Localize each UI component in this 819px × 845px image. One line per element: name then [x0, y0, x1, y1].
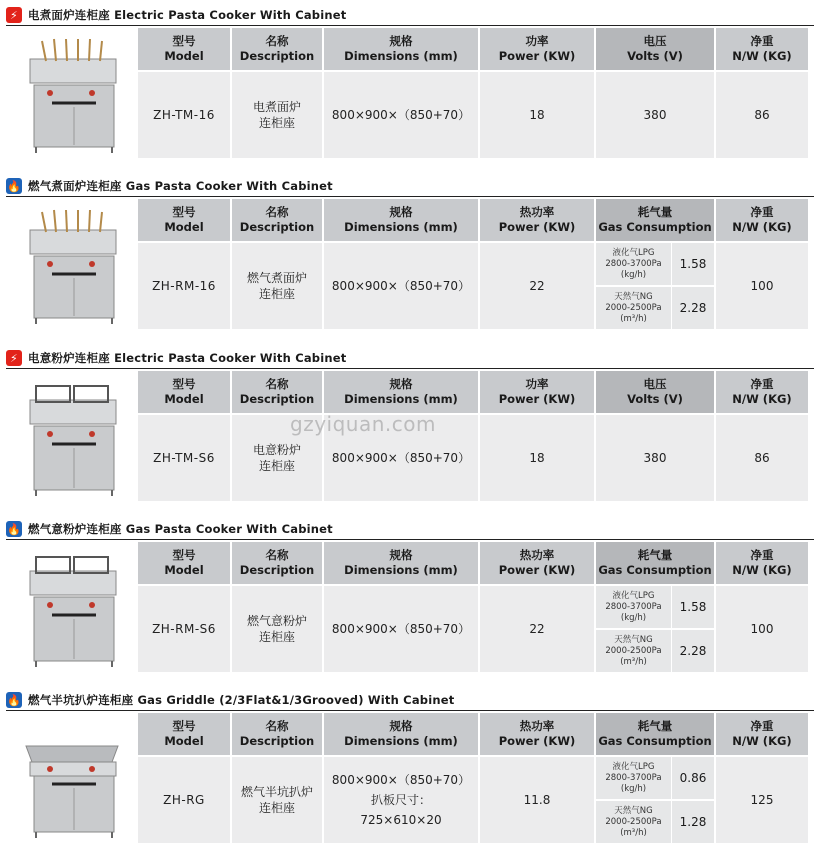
flame-icon: 🔥 [7, 179, 21, 193]
header-en: Model [164, 392, 204, 406]
header-cn: 型号 [172, 34, 196, 48]
cell-power: 18 [480, 415, 594, 501]
cell-dimensions: 800×900×（850+70） [324, 243, 478, 329]
header-cn: 名称 [265, 205, 289, 219]
header-en: Volts (V) [627, 49, 683, 63]
gas-label-line: 2800-3700Pa [605, 772, 662, 783]
header-model [138, 28, 230, 70]
product-photo [6, 371, 138, 501]
header-en: N/W (KG) [732, 49, 792, 63]
dim-line: 扒板尺寸： [370, 793, 431, 807]
gas-ng-label [596, 630, 672, 672]
gas-label-line: (m³/h) [620, 313, 647, 324]
section-title [6, 349, 346, 367]
header-description [232, 542, 322, 584]
cell-dimensions: 800×900×（850+70） [324, 586, 478, 672]
gas-lpg-row [596, 757, 714, 799]
product-photo [6, 28, 138, 158]
title-rule [6, 539, 814, 540]
header-model [138, 371, 230, 413]
header-power [480, 371, 594, 413]
cell-model: ZH-RM-16 [138, 243, 230, 329]
watermark: gzyiquan.com [290, 412, 436, 436]
header-cn: 耗气量 [637, 719, 673, 733]
gas-lpg-label [596, 586, 672, 628]
cell-power: 11.8 [480, 757, 594, 843]
cell-dimensions: 800×900×（850+70） [324, 415, 478, 501]
header-en: Model [164, 563, 204, 577]
title-rule [6, 368, 814, 369]
header-en: Power (KW) [498, 392, 576, 406]
gas-label-line: (kg/h) [620, 783, 647, 794]
section-title-text: 电煮面炉连柜座 Electric Pasta Cooker With Cabinet [28, 8, 347, 22]
lightning-icon: ⚡ [6, 350, 22, 366]
gas-label-line: (kg/h) [620, 269, 647, 280]
spec-table [138, 713, 808, 843]
header-cn: 名称 [265, 548, 289, 562]
cell-volts: 380 [596, 415, 714, 501]
header-cn: 型号 [172, 548, 196, 562]
header-en: Power (KW) [498, 734, 576, 748]
cell-description [232, 72, 322, 158]
section-title [6, 691, 454, 709]
header-power [480, 713, 594, 755]
cell-weight: 100 [716, 243, 808, 329]
gas-label-line: 2800-3700Pa [605, 601, 662, 612]
header-en: Dimensions (mm) [344, 49, 458, 63]
gas-ng-value: 1.28 [679, 815, 707, 829]
header-power [480, 28, 594, 70]
header-cn: 热功率 [519, 719, 555, 733]
gas-label-line: (m³/h) [620, 656, 647, 667]
section-title-text: 燃气意粉炉连柜座 Gas Pasta Cooker With Cabinet [28, 522, 333, 536]
header-cn: 名称 [265, 34, 289, 48]
gas-label-line: 天然气NG [614, 634, 653, 645]
header-en: Gas Consumption [598, 220, 712, 234]
header-cn: 电压 [643, 34, 667, 48]
header-en: N/W (KG) [732, 220, 792, 234]
cell-dimensions [324, 757, 478, 843]
gas-ng-label [596, 287, 672, 329]
desc-line: 连柜座 [258, 287, 295, 301]
gas-label-line: 液化气LPG [612, 247, 655, 258]
header-en: Power (KW) [498, 49, 576, 63]
header-description [232, 199, 322, 241]
header-cn: 热功率 [519, 548, 555, 562]
gas-label-line: 液化气LPG [612, 761, 655, 772]
section-title [6, 520, 333, 538]
spec-table [138, 371, 808, 501]
header-gas-consumption [596, 199, 714, 241]
header-model [138, 542, 230, 584]
gas-lpg-label [596, 757, 672, 799]
header-model [138, 713, 230, 755]
gas-label-line: (m³/h) [620, 827, 647, 838]
section-title-text: 燃气煮面炉连柜座 Gas Pasta Cooker With Cabinet [28, 179, 333, 193]
header-cn: 净重 [750, 377, 774, 391]
header-en: N/W (KG) [732, 563, 792, 577]
gas-ng-value: 2.28 [679, 644, 707, 658]
header-en: Gas Consumption [598, 563, 712, 577]
cell-weight: 125 [716, 757, 808, 843]
dim-line: 800×900×（850+70） [331, 773, 471, 787]
header-power [480, 199, 594, 241]
header-cn: 名称 [265, 719, 289, 733]
header-en: Description [239, 392, 315, 406]
header-dimensions [324, 28, 478, 70]
header-en: Model [164, 220, 204, 234]
gas-lpg-label [596, 243, 672, 285]
header-en: Model [164, 734, 204, 748]
header-en: Dimensions (mm) [344, 563, 458, 577]
header-cn: 净重 [750, 548, 774, 562]
section-title-text: 电意粉炉连柜座 Electric Pasta Cooker With Cabinet [28, 351, 347, 365]
header-en: Volts (V) [627, 392, 683, 406]
header-weight [716, 199, 808, 241]
header-cn: 规格 [389, 548, 413, 562]
header-dimensions [324, 199, 478, 241]
header-en: Description [239, 49, 315, 63]
gas-ng-row [596, 630, 714, 672]
gas-label-line: 2800-3700Pa [605, 258, 662, 269]
flame-icon: 🔥 [7, 693, 21, 707]
lightning-icon: ⚡ [6, 7, 22, 23]
cell-power: 22 [480, 586, 594, 672]
gas-label-line: 2000-2500Pa [605, 645, 662, 656]
gas-ng-label [596, 801, 672, 843]
cell-model: ZH-TM-S6 [138, 415, 230, 501]
gas-lpg-row [596, 586, 714, 628]
gas-label-line: 2000-2500Pa [605, 302, 662, 313]
header-en: Description [239, 563, 315, 577]
cell-weight: 100 [716, 586, 808, 672]
header-cn: 净重 [750, 719, 774, 733]
header-cn: 规格 [389, 377, 413, 391]
cell-model: ZH-RG [138, 757, 230, 843]
header-gas-consumption [596, 713, 714, 755]
section-title [6, 6, 346, 24]
header-cn: 规格 [389, 205, 413, 219]
cell-power: 22 [480, 243, 594, 329]
header-description [232, 28, 322, 70]
cell-power: 18 [480, 72, 594, 158]
header-cn: 功率 [525, 377, 549, 391]
desc-line: 燃气意粉炉 [246, 614, 307, 628]
header-cn: 净重 [750, 205, 774, 219]
gas-ng-row [596, 287, 714, 329]
header-en: N/W (KG) [732, 734, 792, 748]
header-dimensions [324, 713, 478, 755]
header-cn: 型号 [172, 205, 196, 219]
desc-line: 连柜座 [258, 116, 295, 130]
spec-table [138, 28, 808, 158]
product-photo [6, 713, 138, 843]
desc-line: 电煮面炉 [252, 100, 301, 114]
gas-label-line: 天然气NG [614, 291, 653, 302]
cell-description [232, 586, 322, 672]
gas-ng-value: 2.28 [679, 301, 707, 315]
header-weight [716, 713, 808, 755]
header-en: Dimensions (mm) [344, 734, 458, 748]
gas-label-line: (kg/h) [620, 612, 647, 623]
header-cn: 规格 [389, 34, 413, 48]
product-photo [6, 542, 138, 672]
header-en: Dimensions (mm) [344, 220, 458, 234]
header-weight [716, 371, 808, 413]
header-cn: 耗气量 [637, 205, 673, 219]
header-en: Power (KW) [498, 220, 576, 234]
cell-weight: 86 [716, 415, 808, 501]
dim-line: 725×610×20 [360, 813, 442, 827]
desc-line: 燃气煮面炉 [246, 271, 307, 285]
header-gas-consumption [596, 542, 714, 584]
product-photo [6, 199, 138, 329]
header-description [232, 371, 322, 413]
header-volts [596, 28, 714, 70]
header-weight [716, 542, 808, 584]
header-en: Description [239, 734, 315, 748]
header-cn: 型号 [172, 377, 196, 391]
gas-label-line: 2000-2500Pa [605, 816, 662, 827]
header-en: Power (KW) [498, 563, 576, 577]
desc-line: 电意粉炉 [252, 443, 301, 457]
header-cn: 电压 [643, 377, 667, 391]
header-cn: 规格 [389, 719, 413, 733]
gas-lpg-value: 0.86 [679, 771, 707, 785]
header-en: Description [239, 220, 315, 234]
header-en: Dimensions (mm) [344, 392, 458, 406]
cell-dimensions: 800×900×（850+70） [324, 72, 478, 158]
header-power [480, 542, 594, 584]
cell-description [232, 757, 322, 843]
cell-model: ZH-RM-S6 [138, 586, 230, 672]
desc-line: 连柜座 [258, 630, 295, 644]
gas-label-line: 液化气LPG [612, 590, 655, 601]
title-rule [6, 710, 814, 711]
header-en: Gas Consumption [598, 734, 712, 748]
header-cn: 净重 [750, 34, 774, 48]
cell-weight: 86 [716, 72, 808, 158]
section-title-text: 燃气半坑扒炉连柜座 Gas Griddle (2/3Flat&1/3Grooved) With Cabinet [28, 693, 455, 707]
header-cn: 耗气量 [637, 548, 673, 562]
header-cn: 功率 [525, 34, 549, 48]
flame-icon: 🔥 [7, 522, 21, 536]
header-cn: 名称 [265, 377, 289, 391]
header-description [232, 713, 322, 755]
spec-table [138, 542, 808, 672]
desc-line: 连柜座 [258, 459, 295, 473]
gas-lpg-value: 1.58 [679, 600, 707, 614]
header-en: Model [164, 49, 204, 63]
gas-lpg-value: 1.58 [679, 257, 707, 271]
header-dimensions [324, 542, 478, 584]
gas-label-line: 天然气NG [614, 805, 653, 816]
header-en: N/W (KG) [732, 392, 792, 406]
header-weight [716, 28, 808, 70]
title-rule [6, 196, 814, 197]
header-cn: 型号 [172, 719, 196, 733]
gas-lpg-row [596, 243, 714, 285]
section-title [6, 177, 333, 195]
header-cn: 热功率 [519, 205, 555, 219]
desc-line: 连柜座 [258, 801, 295, 815]
cell-model: ZH-TM-16 [138, 72, 230, 158]
gas-ng-row [596, 801, 714, 843]
cell-volts: 380 [596, 72, 714, 158]
desc-line: 燃气半坑扒炉 [240, 785, 313, 799]
header-model [138, 199, 230, 241]
spec-table [138, 199, 808, 329]
cell-description [232, 243, 322, 329]
title-rule [6, 25, 814, 26]
header-volts [596, 371, 714, 413]
header-dimensions [324, 371, 478, 413]
